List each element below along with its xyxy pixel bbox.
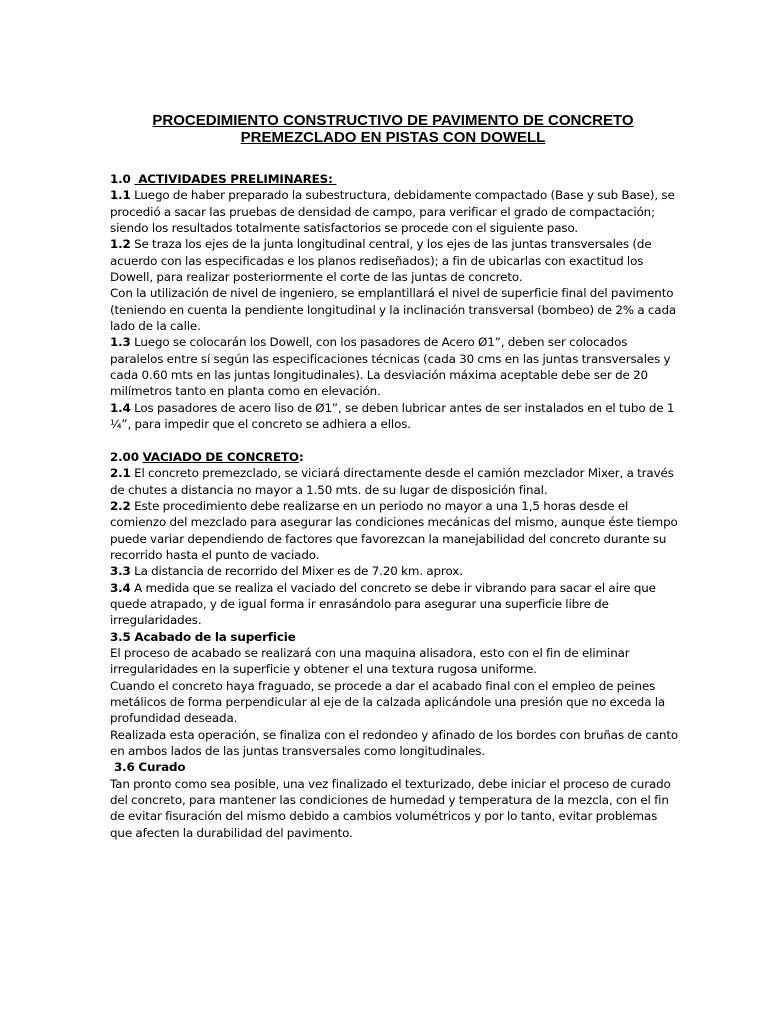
- paragraph-3-5-c: Realizada esta operación, se finaliza con el redondeo y afinado de los bordes con bruñas de canto en ambos lados de las juntas transversales como longitudinales.: [110, 727, 679, 759]
- item-number: 2.1: [110, 466, 131, 481]
- paragraph-3-5-b: Cuando el concreto haya fraguado, se procede a dar el acabado final con el empleo de peines metálicos de forma perpendicular al eje de la calzada aplicándole una presión que no exceda la profundidad deseada.: [110, 678, 666, 726]
- paragraph-2-2: [110, 498, 682, 563]
- paragraph-1-1: [110, 187, 682, 236]
- document-title: [100, 112, 686, 146]
- paragraph-2-1: [110, 465, 682, 498]
- section-2-number: 2.00: [110, 449, 139, 464]
- item-number: 1.1: [110, 188, 131, 203]
- paragraph-text: Luego de haber preparado la subestructura, debidamente compactado (Base y sub Base), se procedió a sacar las pruebas de densidad de campo, para verificar el grado de compactación; siendo los resultados totalmente satisfactorios se procede con el siguiente paso.: [110, 188, 675, 236]
- section-2-heading: [110, 449, 682, 465]
- paragraph-text: La distancia de recorrido del Mixer es de 7.20 km. aprox.: [130, 564, 463, 579]
- paragraph-text: Los pasadores de acero liso de Ø1”, se deben lubricar antes de ser instalados en el tubo de 1 ¼”, para impedir que el concreto se adhiera a ellos.: [110, 400, 675, 432]
- item-number: 1.4: [110, 400, 131, 415]
- section-2-colon: :: [298, 449, 304, 464]
- paragraph-1-4: [110, 400, 682, 433]
- title-line-2: PREMEZCLADO EN PISTAS CON DOWELL: [240, 129, 546, 146]
- paragraph-text: A medida que se realiza el vaciado del concreto se debe ir vibrando para sacar el aire que quede atrapado, y de igual forma ir enrasándolo para asegurar una superficie libre de irregularidades.: [110, 580, 656, 628]
- paragraph-text: Este procedimiento debe realizarse en un periodo no mayor a una 1,5 horas desde el comienzo del mezclado para asegurar las condiciones mecánicas del mismo, aunque éste tiempo puede variar dependiendo de factores que favorezcan la manejabilidad del concreto durante su recorrido hasta el punto de vaciado.: [110, 498, 678, 562]
- paragraph-3-3: [110, 563, 682, 579]
- section-1-heading: [110, 171, 682, 187]
- paragraph-1-3: [110, 334, 682, 399]
- subsection-3-5-heading: 3.5 Acabado de la superficie: [110, 629, 296, 644]
- item-number: 1.2: [110, 237, 131, 252]
- item-number: 2.2: [110, 498, 131, 513]
- section-1-title: [134, 172, 336, 186]
- section-2-title: VACIADO DE CONCRETO: [142, 449, 299, 464]
- title-line-1: PROCEDIMIENTO CONSTRUCTIVO DE PAVIMENTO DE CONCRETO: [152, 112, 634, 129]
- paragraph-3-6-a: Tan pronto como sea posible, una vez finalizado el texturizado, debe iniciar el proceso de curado del concreto, para mantener las condiciones de humedad y temperatura de la mezcla, con el fin de evitar fisuración del mismo debido a cambios volumétricos y por lo tanto, evitar problemas que afecten la durabilidad del pavimento.: [110, 776, 671, 840]
- spacer: [110, 433, 682, 449]
- document-body: [110, 171, 682, 841]
- paragraph-text: Con la utilización de nivel de ingeniero, se emplantillará el nivel de superficie final del pavimento (teniendo en cuenta la pendiente longitudinal y la inclinación transversal (bombeo) de 2% a cada lado de la calle.: [110, 286, 677, 334]
- item-number: 3.3: [110, 564, 131, 579]
- item-number: 1.3: [110, 335, 131, 350]
- paragraph-3-5-a: El proceso de acabado se realizará con una maquina alisadora, esto con el fin de eliminar irregularidades en la superficie y obtener el una textura rugosa uniforme.: [110, 645, 630, 677]
- paragraph-3-4: [110, 580, 682, 629]
- paragraph-text: El concreto premezclado, se viciará directamente desde el camión mezclador Mixer, a través de chutes a distancia no mayor a 1.50 mts. de su lugar de disposición final.: [110, 466, 674, 497]
- section-1-title-text: ACTIVIDADES PRELIMINARES:: [138, 172, 333, 186]
- section-1-number: 1.0: [110, 172, 131, 186]
- paragraph-1-2-continued: [110, 285, 682, 334]
- item-number: 3.4: [110, 580, 131, 595]
- paragraph-1-2: [110, 236, 682, 285]
- paragraph-text: Se traza los ejes de la junta longitudinal central, y los ejes de las juntas transversales (de acuerdo con las especificadas e los planos rediseñados); a fin de ubicarlas con exactitud los Dowell, para realizar posteriormente el corte de las juntas de concreto.: [110, 237, 652, 285]
- subsection-3-6-heading: 3.6 Curado: [114, 760, 186, 775]
- paragraph-text: Luego se colocarán los Dowell, con los pasadores de Acero Ø1”, deben ser colocados paralelos entre sí según las especificaciones técnicas (cada 30 cms en las juntas transversales y cada 0.60 mts en las juntas longitudinales). La desviación máxima aceptable debe ser de 20 milímetros tanto en planta como en elevación.: [110, 335, 671, 399]
